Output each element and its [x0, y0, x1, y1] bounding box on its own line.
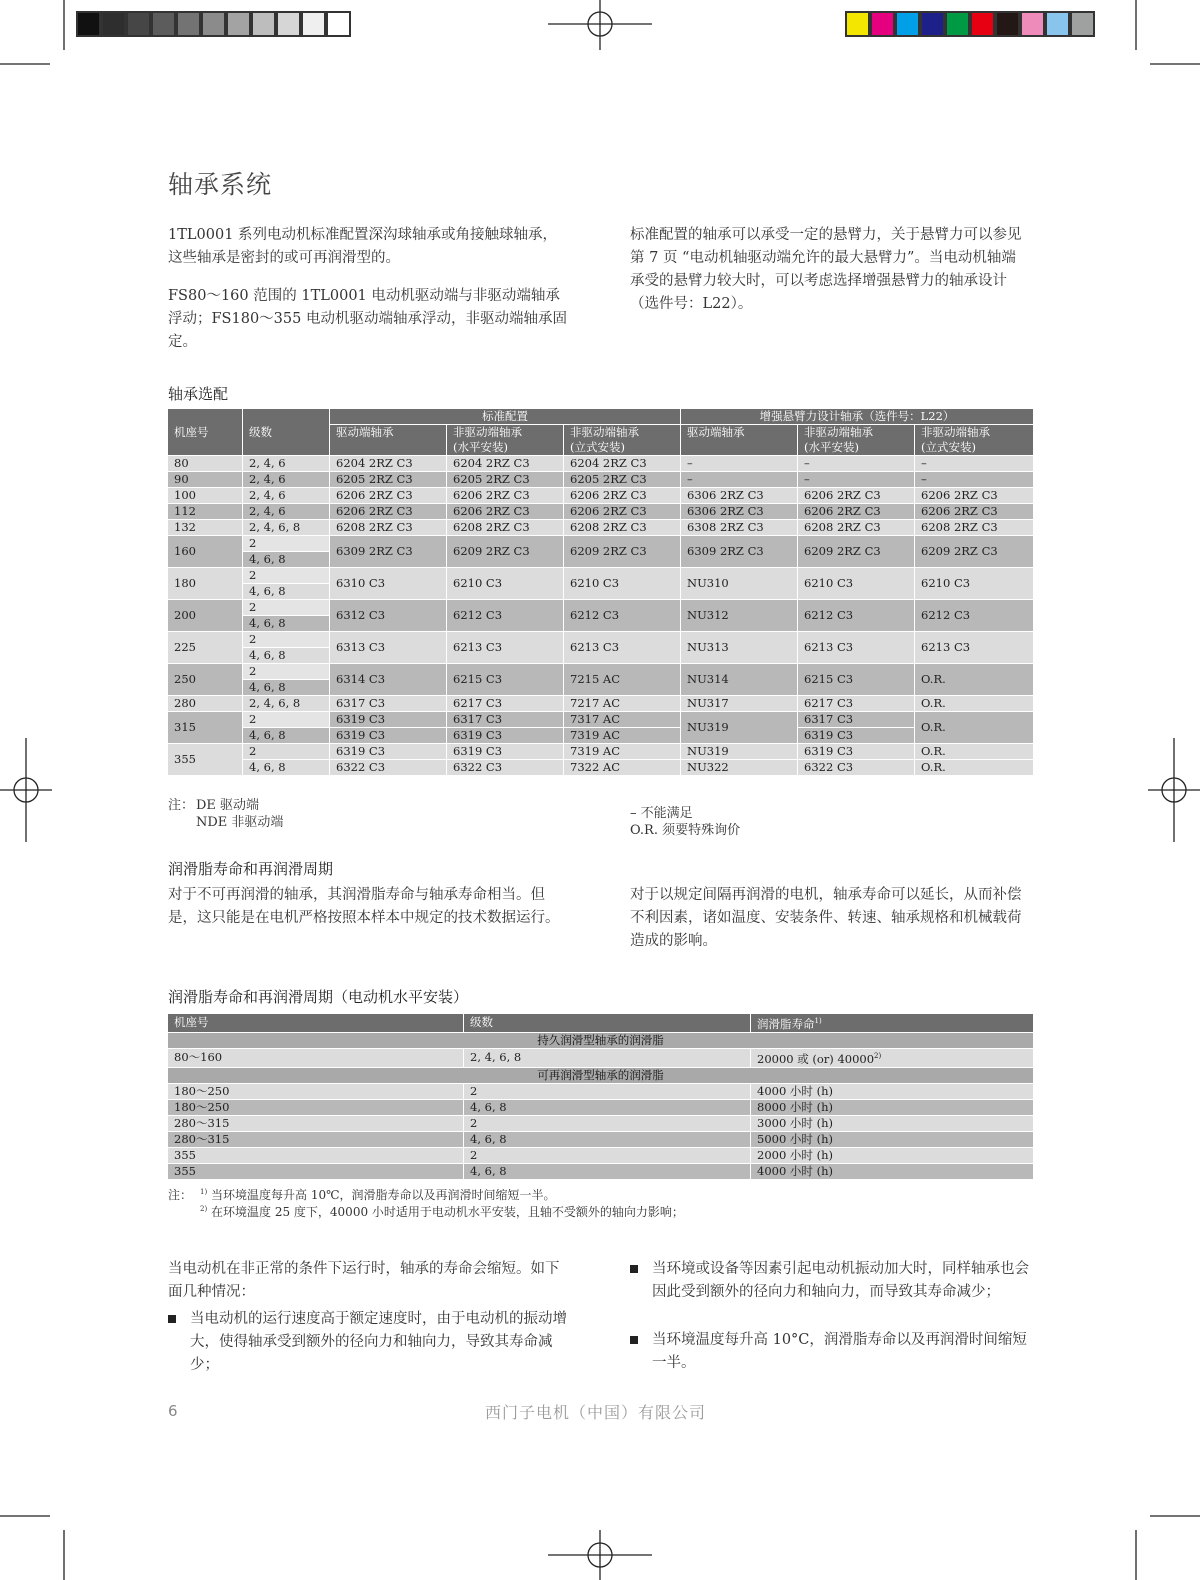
table-cell: 6309 2RZ C3 — [330, 536, 447, 568]
table-cell: 90 — [168, 472, 243, 488]
table-cell: 2, 4, 6 — [243, 504, 330, 520]
table-cell: 6212 C3 — [798, 600, 915, 632]
table-cell: 6309 2RZ C3 — [681, 536, 798, 568]
table-cell: 6205 2RZ C3 — [564, 472, 681, 488]
table-cell: 6310 C3 — [330, 568, 447, 600]
table-cell: 280～315 — [168, 1131, 464, 1147]
bearing-note-or: O.R. 须要特殊询价 — [630, 823, 741, 838]
table-row — [168, 1099, 1034, 1115]
table-cell: 6213 C3 — [564, 632, 681, 664]
table-row — [168, 520, 1034, 536]
table-cell: 6206 2RZ C3 — [330, 504, 447, 520]
grease-heading: 润滑脂寿命和再润滑周期 — [168, 860, 334, 878]
table-cell: NU310 — [681, 568, 798, 600]
table-cell: 6213 C3 — [447, 632, 564, 664]
bullet-square-icon — [630, 1336, 638, 1344]
bearing-selection-table — [167, 408, 1034, 776]
table-cell: 2 — [243, 536, 330, 552]
table-cell: 6322 C3 — [447, 760, 564, 776]
table-cell: 6319 C3 — [447, 728, 564, 744]
table-cell: 100 — [168, 488, 243, 504]
table-cell: 6308 2RZ C3 — [681, 520, 798, 536]
bullet-square-icon — [168, 1315, 176, 1323]
table-cell: 200 — [168, 600, 243, 632]
table-cell: 355 — [168, 1163, 464, 1179]
table-cell: 4000 小时 (h) — [751, 1163, 1034, 1179]
table-cell: 6205 2RZ C3 — [447, 472, 564, 488]
table-cell: 2, 4, 6 — [243, 472, 330, 488]
table-cell: 7322 AC — [564, 760, 681, 776]
section-permanent-lubrication: 持久润滑型轴承的润滑脂 — [168, 1032, 1034, 1048]
grease-note-1: $^{1)}$ 当环境温度每升高 10℃，润滑脂寿命以及再润滑时间缩短一半。 — [200, 1188, 556, 1202]
col-enh-nde-v: 非驱动端轴承 (立式安装) — [915, 425, 1034, 456]
grease-paragraph-left: 对于不可再润滑的轴承，其润滑脂寿命与轴承寿命相当。但是，这只能是在电机严格按照本样本中规定的技术数据运行。 — [168, 887, 560, 926]
table-cell: 6322 C3 — [798, 760, 915, 776]
table-cell: 6319 C3 — [447, 744, 564, 760]
table-cell: 6215 C3 — [447, 664, 564, 696]
table-cell: 6212 C3 — [915, 600, 1034, 632]
table-cell: 6210 C3 — [564, 568, 681, 600]
table-cell: 355 — [168, 1147, 464, 1163]
table-cell: 6208 2RZ C3 — [330, 520, 447, 536]
table-cell: 2 — [464, 1115, 751, 1131]
table-cell: 6209 2RZ C3 — [447, 536, 564, 568]
bullet-square-icon — [630, 1265, 638, 1273]
table-cell: NU322 — [681, 760, 798, 776]
table-cell: 2, 4, 6 — [243, 488, 330, 504]
bullet-item-1: 当电动机的运行速度高于额定速度时，由于电动机的振动增大，使得轴承受到额外的径向力和轴向力，导致其寿命减少； — [168, 1308, 572, 1377]
table-cell: – — [798, 456, 915, 472]
intro-paragraph-2: FS80～160 范围的 1TL0001 电动机驱动端与非驱动端轴承浮动；FS180～355 电动机驱动端轴承浮动，非驱动端轴承固定。 — [168, 288, 567, 350]
table-cell: 6319 C3 — [330, 728, 447, 744]
table-cell: 6205 2RZ C3 — [330, 472, 447, 488]
table-row — [168, 472, 1034, 488]
table-cell: 2000 小时 (h) — [751, 1147, 1034, 1163]
table-row — [168, 728, 1034, 744]
table-cell: 280～315 — [168, 1115, 464, 1131]
table-cell: 6206 2RZ C3 — [564, 504, 681, 520]
table-cell: 6206 2RZ C3 — [798, 504, 915, 520]
table-row — [168, 488, 1034, 504]
footer-company: 西门子电机（中国）有限公司 — [485, 1403, 707, 1422]
col-poles: 级数 — [243, 409, 330, 456]
table-cell: 2 — [243, 568, 330, 584]
table-cell: 6213 C3 — [798, 632, 915, 664]
col-frame: 机座号 — [168, 409, 243, 456]
table-cell: 6208 2RZ C3 — [564, 520, 681, 536]
table-row — [168, 600, 1034, 616]
table-cell: 6204 2RZ C3 — [447, 456, 564, 472]
table-cell: 4, 6, 8 — [464, 1131, 751, 1147]
group-enhanced: 增强悬臂力设计轴承（选件号：L22） — [681, 409, 1034, 425]
page-title: 轴承系统 — [168, 170, 273, 199]
table-cell: 6217 C3 — [447, 696, 564, 712]
table-cell: NU312 — [681, 600, 798, 632]
table-cell: 6317 C3 — [447, 712, 564, 728]
table-cell: 180～250 — [168, 1099, 464, 1115]
table-cell: 6206 2RZ C3 — [447, 488, 564, 504]
table-cell: 2 — [243, 712, 330, 728]
table-cell: 2 — [243, 600, 330, 616]
table-cell: NU319 — [681, 712, 798, 744]
table-cell: 6319 C3 — [798, 744, 915, 760]
table-cell: 6208 2RZ C3 — [798, 520, 915, 536]
table-cell: 6209 2RZ C3 — [915, 536, 1034, 568]
bearing-note-dash: – 不能满足 — [630, 806, 693, 821]
table-cell: 2 — [464, 1083, 751, 1099]
table-cell: 180～250 — [168, 1083, 464, 1099]
table-cell: NU314 — [681, 664, 798, 696]
group-standard: 标准配置 — [330, 409, 681, 425]
table-cell: 6319 C3 — [798, 728, 915, 744]
table-row — [168, 744, 1034, 760]
bearing-note-prefix: 注： — [168, 798, 195, 813]
page-number: 6 — [168, 1402, 178, 1420]
table-cell: 6210 C3 — [915, 568, 1034, 600]
table-cell: 6317 C3 — [330, 696, 447, 712]
table-cell: 6212 C3 — [447, 600, 564, 632]
abnormal-intro: 当电动机在非正常的条件下运行时，轴承的寿命会缩短。如下面几种情况： — [168, 1261, 560, 1300]
table-cell: 2 — [464, 1147, 751, 1163]
table-cell: 4, 6, 8 — [464, 1099, 751, 1115]
table-cell: 225 — [168, 632, 243, 664]
table-cell: 6213 C3 — [915, 632, 1034, 664]
table-cell: 80 — [168, 456, 243, 472]
table-cell: 2, 4, 6, 8 — [464, 1048, 751, 1067]
bullet-item-2: 当环境或设备等因素引起电动机振动加大时，同样轴承也会因此受到额外的径向力和轴向力，而导致其寿命减少； — [630, 1258, 1034, 1304]
bearing-note-de: DE 驱动端 — [196, 798, 260, 813]
table-cell: O.R. — [915, 712, 1034, 744]
table-cell: 4, 6, 8 — [243, 616, 330, 632]
col-std-nde-h: 非驱动端轴承 (水平安装) — [447, 425, 564, 456]
table-row — [168, 1115, 1034, 1131]
grease-note-2: $^{2)}$ 在环境温度 25 度下，40000 小时适用于电动机水平安装，且轴不受额外的轴向力影响； — [200, 1205, 684, 1219]
col-grease-life: 润滑脂寿命$^{1)}$ — [751, 1014, 1034, 1033]
table-cell: 7319 AC — [564, 744, 681, 760]
table-cell: 160 — [168, 536, 243, 568]
table-cell: 2 — [243, 664, 330, 680]
table-cell: 6206 2RZ C3 — [798, 488, 915, 504]
table-cell: 6204 2RZ C3 — [564, 456, 681, 472]
table-cell: 6319 C3 — [330, 744, 447, 760]
col-enh-nde-h: 非驱动端轴承 (水平安装) — [798, 425, 915, 456]
table-cell: 6210 C3 — [447, 568, 564, 600]
col-enh-de: 驱动端轴承 — [681, 425, 798, 456]
grease-note-prefix: 注： — [168, 1188, 193, 1202]
table-cell: 180 — [168, 568, 243, 600]
table-cell: 6306 2RZ C3 — [681, 504, 798, 520]
table-cell: 3000 小时 (h) — [751, 1115, 1034, 1131]
table-cell: – — [915, 456, 1034, 472]
table-cell: 6206 2RZ C3 — [447, 504, 564, 520]
table-cell: 6204 2RZ C3 — [330, 456, 447, 472]
table-cell: O.R. — [915, 760, 1034, 776]
table-cell: 6208 2RZ C3 — [447, 520, 564, 536]
table-cell: 315 — [168, 712, 243, 744]
grease-life-table — [167, 1013, 1034, 1180]
table-cell: 250 — [168, 664, 243, 696]
table-cell: 6312 C3 — [330, 600, 447, 632]
table-cell: 6210 C3 — [798, 568, 915, 600]
table-row — [168, 1147, 1034, 1163]
col-std-nde-v: 非驱动端轴承 (立式安装) — [564, 425, 681, 456]
table-cell: 6209 2RZ C3 — [798, 536, 915, 568]
table-cell: 7215 AC — [564, 664, 681, 696]
table-cell: 2, 4, 6, 8 — [243, 520, 330, 536]
table-cell: 6206 2RZ C3 — [330, 488, 447, 504]
table-cell: 20000 或 (or) 40000$^{2)}$ — [751, 1048, 1034, 1067]
table-cell: O.R. — [915, 744, 1034, 760]
table-cell: 6206 2RZ C3 — [915, 488, 1034, 504]
table-row — [168, 632, 1034, 648]
table-row — [168, 712, 1034, 728]
table-row — [168, 504, 1034, 520]
grease-paragraph-right: 对于以规定间隔再润滑的电机，轴承寿命可以延长，从而补偿不利因素，诸如温度、安装条件、转速、轴承规格和机械载荷造成的影响。 — [630, 887, 1022, 949]
table-cell: 7317 AC — [564, 712, 681, 728]
table-cell: 2 — [243, 632, 330, 648]
table-row — [168, 696, 1034, 712]
table-cell: – — [915, 472, 1034, 488]
table-cell: 6209 2RZ C3 — [564, 536, 681, 568]
table-cell: 7217 AC — [564, 696, 681, 712]
table-cell: 4, 6, 8 — [243, 728, 330, 744]
table-cell: 6206 2RZ C3 — [915, 504, 1034, 520]
table-cell: 112 — [168, 504, 243, 520]
bullet-item-3: 当环境温度每升高 10°C，润滑脂寿命以及再润滑时间缩短一半。 — [630, 1329, 1034, 1375]
table-cell: NU319 — [681, 744, 798, 760]
table-cell: 6208 2RZ C3 — [915, 520, 1034, 536]
table-cell: 2, 4, 6 — [243, 456, 330, 472]
table-cell: 6314 C3 — [330, 664, 447, 696]
table-cell: 5000 小时 (h) — [751, 1131, 1034, 1147]
table-cell: 6322 C3 — [330, 760, 447, 776]
table-cell: 6313 C3 — [330, 632, 447, 664]
intro-paragraph-right: 标准配置的轴承可以承受一定的悬臂力，关于悬臂力可以参见第 7 页 “电动机轴驱动端允许的最大悬臂力”。当电动机轴端承受的悬臂力较大时，可以考虑选择增强悬臂力的轴承设计（选件号：L22）。 — [630, 227, 1022, 312]
table-row — [168, 1163, 1034, 1179]
table-cell: 4, 6, 8 — [243, 552, 330, 568]
table-row — [168, 536, 1034, 552]
table-cell: 4, 6, 8 — [243, 760, 330, 776]
table-cell: 4, 6, 8 — [243, 584, 330, 600]
table-cell: 4, 6, 8 — [243, 680, 330, 696]
bearing-table-caption: 轴承选配 — [168, 385, 229, 403]
table-row — [168, 760, 1034, 776]
bearing-note-nde: NDE 非驱动端 — [196, 815, 284, 830]
table-row — [168, 664, 1034, 680]
section-relubrication: 可再润滑型轴承的润滑脂 — [168, 1067, 1034, 1083]
table-row — [168, 1131, 1034, 1147]
table-cell: 4000 小时 (h) — [751, 1083, 1034, 1099]
table-cell: 6319 C3 — [330, 712, 447, 728]
table-cell: 4, 6, 8 — [243, 648, 330, 664]
table-cell: 280 — [168, 696, 243, 712]
table-cell: 6206 2RZ C3 — [564, 488, 681, 504]
table-cell: – — [681, 472, 798, 488]
table-row — [168, 1083, 1034, 1099]
table-cell: 6317 C3 — [798, 712, 915, 728]
table-cell: 6215 C3 — [798, 664, 915, 696]
table-cell: 6212 C3 — [564, 600, 681, 632]
table-cell: – — [798, 472, 915, 488]
table-cell: 132 — [168, 520, 243, 536]
table-cell: 6306 2RZ C3 — [681, 488, 798, 504]
col-poles: 级数 — [464, 1014, 751, 1033]
table-cell: 80～160 — [168, 1048, 464, 1067]
grease-table-caption: 润滑脂寿命和再润滑周期（电动机水平安装） — [168, 988, 469, 1006]
table-cell: 7319 AC — [564, 728, 681, 744]
table-cell: 355 — [168, 744, 243, 776]
table-cell: NU313 — [681, 632, 798, 664]
table-cell: 4, 6, 8 — [464, 1163, 751, 1179]
table-cell: O.R. — [915, 664, 1034, 696]
table-cell: 6217 C3 — [798, 696, 915, 712]
col-frame: 机座号 — [168, 1014, 464, 1033]
table-cell: NU317 — [681, 696, 798, 712]
table-row — [168, 456, 1034, 472]
col-std-de: 驱动端轴承 — [330, 425, 447, 456]
table-cell: 2 — [243, 744, 330, 760]
table-cell: – — [681, 456, 798, 472]
table-cell: O.R. — [915, 696, 1034, 712]
table-cell: 8000 小时 (h) — [751, 1099, 1034, 1115]
table-cell: 2, 4, 6, 8 — [243, 696, 330, 712]
table-row — [168, 568, 1034, 584]
intro-paragraph-1: 1TL0001 系列电动机标准配置深沟球轴承或角接触球轴承，这些轴承是密封的或可再润滑型的。 — [168, 227, 558, 266]
